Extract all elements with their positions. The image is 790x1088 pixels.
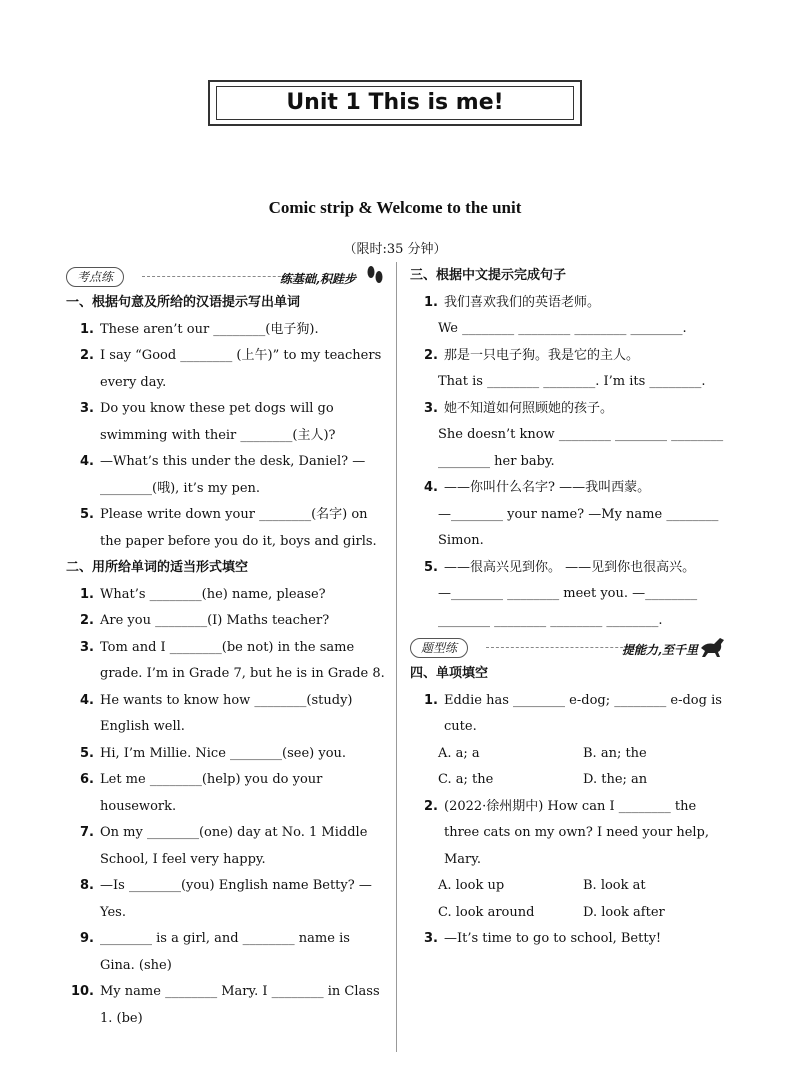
question-text: What’s ________(he) name, please?	[100, 586, 326, 602]
practice-pill: 考点练	[66, 267, 124, 287]
question-number: 9.	[80, 931, 94, 946]
section-3-heading: 三、根据中文提示完成句子	[410, 268, 567, 283]
horse-icon	[698, 634, 728, 669]
question-text: On my ________(one) day at No. 1 Middle School, I feel very happy.	[100, 825, 368, 867]
question-item	[410, 475, 728, 502]
question-number: 5.	[424, 559, 438, 575]
question-chinese-prompt: ——你叫什么名字? ——我叫西蒙。	[444, 480, 651, 495]
question-text: —It’s time to go to school, Betty!	[444, 931, 662, 946]
question-chinese-prompt: 那是一只电子狗。我是它的主人。	[444, 347, 640, 363]
question-number: 7.	[80, 825, 94, 840]
question-number: 4.	[80, 692, 94, 708]
question-item	[66, 688, 386, 741]
answer-options	[410, 873, 728, 926]
question-number: 3.	[80, 401, 94, 416]
answer-option: A. look up	[438, 878, 505, 893]
question-text: Please write down your ________(名字) on the paper before you do it, boys and girls.	[100, 507, 377, 549]
question-item	[410, 290, 728, 317]
section-1-list	[66, 317, 386, 556]
question-chinese-prompt: ——很高兴见到你。 ——见到你也很高兴。	[444, 559, 696, 575]
question-chinese-prompt: 我们喜欢我们的英语老师。	[444, 294, 601, 310]
question-text: Tom and I ________(be not) in the same grade. I’m in Grade 7, but he is in Grade 8.	[100, 639, 385, 681]
question-number: 1.	[80, 321, 94, 337]
question-item	[66, 979, 386, 1032]
answer-option: C. look around	[438, 904, 535, 920]
question-type-header	[410, 634, 728, 661]
question-chinese-prompt: 她不知道如何照顾她的孩子。	[444, 400, 614, 416]
question-english-blank: That is ________ ________. I’m its ________.	[438, 374, 706, 389]
question-text: My name ________ Mary. I ________ in Class 1. (be)	[100, 984, 380, 1026]
question-english-blank: —________ ________ meet you. —________ ________ ________ ________ ________.	[438, 586, 698, 628]
question-item	[410, 555, 728, 582]
question-number: 2.	[80, 613, 94, 628]
unit-banner	[208, 80, 582, 126]
section-3-list	[410, 290, 728, 635]
question-number: 1.	[80, 586, 94, 602]
question-item	[410, 926, 728, 953]
question-english-blank: We ________ ________ ________ ________.	[438, 321, 687, 336]
answer-options	[410, 741, 728, 794]
answer-option: D. the; an	[583, 772, 648, 787]
lesson-subtitle: Comic strip & Welcome to the unit	[268, 198, 522, 217]
question-text: Are you ________(I) Maths teacher?	[100, 613, 330, 628]
question-text: Let me ________(help) you do your housework.	[100, 772, 323, 814]
left-column	[66, 263, 386, 1032]
question-text: Eddie has ________ e-dog; ________ e-dog is cute.	[444, 692, 722, 734]
question-english-blank: She doesn’t know ________ ________ ________ ________ her baby.	[438, 427, 724, 469]
question-text: —Is ________(you) English name Betty? —Yes.	[100, 878, 372, 920]
question-number: 2.	[80, 348, 94, 363]
section-2-list	[66, 582, 386, 1033]
section-1-heading: 一、根据句意及所给的汉语提示写出单词	[66, 295, 301, 310]
column-divider	[396, 262, 397, 1052]
question-item	[66, 820, 386, 873]
question-text: —What’s this under the desk, Daniel? —________(哦), it’s my pen.	[100, 454, 366, 496]
section-4-heading: 四、单项填空	[410, 666, 489, 681]
unit-title: Unit 1 This is me!	[286, 90, 504, 115]
answer-option: A. a; a	[438, 745, 480, 761]
question-type-pill: 题型练	[410, 638, 468, 658]
answer-option: D. look after	[583, 904, 665, 920]
question-number: 2.	[424, 798, 438, 814]
question-number: 1.	[424, 294, 438, 310]
question-text: Do you know these pet dogs will go swimming with their ________(主人)?	[100, 401, 336, 443]
answer-option: B. look at	[583, 878, 646, 893]
question-item	[66, 926, 386, 979]
question-item	[66, 449, 386, 502]
question-number: 5.	[80, 745, 94, 761]
question-number: 2.	[424, 347, 438, 363]
question-number: 1.	[424, 692, 438, 708]
question-item	[66, 317, 386, 344]
answer-option: C. a; the	[438, 772, 494, 787]
question-number: 3.	[424, 931, 438, 946]
question-item	[410, 343, 728, 370]
question-item	[66, 582, 386, 609]
question-number: 3.	[80, 639, 94, 655]
question-english-blank: —________ your name? —My name ________ Simon.	[438, 506, 719, 548]
question-item	[66, 343, 386, 396]
question-text: (2022·徐州期中) How can I ________ the three cats on my own? I need your help, Mary.	[444, 798, 710, 867]
question-item	[66, 767, 386, 820]
question-number: 5.	[80, 507, 94, 522]
question-item	[410, 396, 728, 423]
question-type-motto: 提能力,至千里	[621, 643, 698, 657]
right-column	[410, 263, 728, 953]
question-text: I say “Good ________ (上午)” to my teachers every day.	[100, 348, 382, 390]
section-2-heading: 二、用所给单词的适当形式填空	[66, 560, 249, 575]
question-item	[66, 873, 386, 926]
question-item	[66, 502, 386, 555]
question-item	[410, 688, 728, 741]
footprints-icon	[364, 263, 386, 298]
question-number: 8.	[80, 878, 94, 893]
question-number: 4.	[424, 480, 438, 495]
question-item	[66, 396, 386, 449]
question-item	[66, 608, 386, 635]
practice-header	[66, 263, 386, 290]
question-item	[410, 794, 728, 874]
question-number: 6.	[80, 772, 94, 787]
answer-option: B. an; the	[583, 745, 647, 761]
question-text: ________ is a girl, and ________ name is Gina. (she)	[100, 931, 350, 973]
question-item	[66, 741, 386, 768]
section-4-list	[410, 688, 728, 953]
question-text: He wants to know how ________(study) English well.	[100, 692, 353, 734]
question-item	[66, 635, 386, 688]
question-text: Hi, I’m Millie. Nice ________(see) you.	[100, 745, 347, 761]
practice-motto: 练基础,积跬步	[279, 272, 356, 286]
time-limit: （限时:35 分钟）	[343, 242, 447, 257]
question-text: These aren’t our ________(电子狗).	[100, 321, 319, 337]
question-number: 10.	[70, 984, 94, 999]
question-number: 4.	[80, 454, 94, 469]
question-number: 3.	[424, 400, 438, 416]
